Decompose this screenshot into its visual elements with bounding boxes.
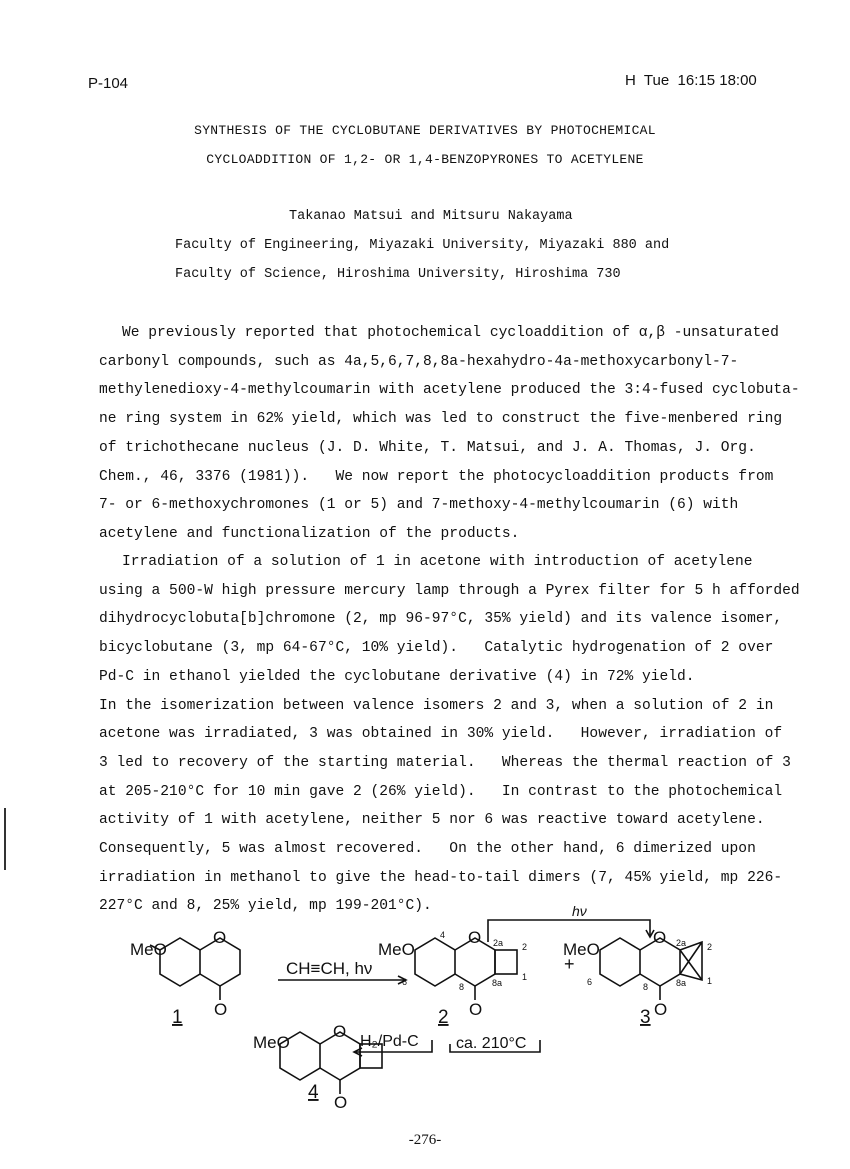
text-line: at 205-210°C for 10 min gave 2 (26% yield). In contrast to the photochemical <box>99 783 783 800</box>
text-line: using a 500-W high pressure mercury lamp through a Pyrex filter for 5 h afforded <box>99 582 800 599</box>
title-line-1: SYNTHESIS OF THE CYCLOBUTANE DERIVATIVES BY PHOTOCHEMICAL <box>194 123 656 138</box>
text-line: 3 led to recovery of the starting material. Whereas the thermal reaction of 3 <box>99 754 791 771</box>
carbonyl-oxygen-4: O <box>334 1093 348 1110</box>
abstract-code: P-104 <box>88 75 129 92</box>
meo-label-1: MeO <box>130 940 167 959</box>
text-line: methylenedioxy-4-methylcoumarin with acetylene produced the 3:4-fused cyclobuta- <box>99 382 800 399</box>
locant: 8 <box>459 982 465 992</box>
text-line: dihydrocyclobuta[b]chromone (2, mp 96-97°C, 35% yield) and its valence isomer, <box>99 611 783 628</box>
carbonyl-oxygen-1: O <box>214 1000 228 1019</box>
compound-number-4: 4 <box>308 1082 319 1103</box>
locant: 2 <box>522 942 528 952</box>
locant: 8 <box>643 982 649 992</box>
authors: Takanao Matsui and Mitsuru Nakayama <box>289 209 573 224</box>
text-line: We previously reported that photochemical cycloaddition of α,β -unsaturated <box>122 325 779 341</box>
text-line: Irradiation of a solution of 1 in acetone with introduction of acetylene <box>122 554 753 570</box>
text-line: Pd-C in ethanol yielded the cyclobutane derivative (4) in 72% yield. <box>99 668 695 685</box>
oxygen-label-2: O <box>468 928 482 947</box>
oxygen-label-4: O <box>333 1022 347 1041</box>
text-line: acetone was irradiated, 3 was obtained in 30% yield. However, irradiation of <box>99 726 783 743</box>
locant: 6 <box>402 977 408 987</box>
text-line: In the isomerization between valence isomers 2 and 3, when a solution of 2 in <box>99 697 774 714</box>
compound-number-1: 1 <box>172 1007 183 1028</box>
text-line: 7- or 6-methoxychromones (1 or 5) and 7-methoxy-4-methylcoumarin (6) with <box>99 497 739 514</box>
page-number: -276- <box>408 1132 442 1148</box>
session-time: H Tue 16:15 18:00 <box>625 72 757 89</box>
locant: 4 <box>440 930 446 940</box>
meo-label-4: MeO <box>253 1033 290 1052</box>
locant: 1 <box>522 972 528 982</box>
text-line: irradiation in methanol to give the head-to-tail dimers (7, 45% yield, mp 226- <box>99 869 783 886</box>
locant: 6 <box>587 977 593 987</box>
locant: 8a <box>676 978 687 988</box>
text-line: Consequently, 5 was almost recovered. On the other hand, 6 dimerized upon <box>99 841 756 857</box>
locant: 2a <box>676 938 687 948</box>
title-line-2: CYCLOADDITION OF 1,2- OR 1,4-BENZOPYRONES TO ACETYLENE <box>206 152 644 167</box>
reagent-thermal: ca. 210°C <box>456 1035 527 1052</box>
plus-sign: + <box>564 954 575 974</box>
benzene-ring-3 <box>600 938 640 986</box>
reagent-hydrogenation: H₂/Pd-C <box>360 1033 419 1050</box>
text-line: 227°C and 8, 25% yield, mp 199-201°C). <box>99 898 432 915</box>
margin-mark <box>4 808 6 870</box>
benzene-ring-2 <box>415 938 455 986</box>
hv-label: hν <box>572 903 587 919</box>
compound-number-2: 2 <box>438 1007 449 1028</box>
locant: 2 <box>707 942 713 952</box>
locant: 1 <box>707 976 713 986</box>
meo-label-3: MeO <box>563 940 600 959</box>
text-line: acetylene and functionalization of the products. <box>99 525 520 542</box>
oxygen-label-1: O <box>213 928 227 947</box>
affiliation-1: Faculty of Engineering, Miyazaki University, Miyazaki 880 and <box>175 238 670 253</box>
text-line: Chem., 46, 3376 (1981)). We now report the photocycloaddition products from <box>99 468 774 485</box>
text-line: activity of 1 with acetylene, neither 5 nor 6 was reactive toward acetylene. <box>99 812 765 829</box>
reaction-scheme <box>120 900 780 1110</box>
oxygen-label-3: O <box>653 928 667 947</box>
photo-arrow <box>488 920 650 942</box>
locant: 8a <box>492 978 503 988</box>
meo-label-2: MeO <box>378 940 415 959</box>
carbonyl-oxygen-3: O <box>654 1000 668 1019</box>
text-line: bicyclobutane (3, mp 64-67°C, 10% yield). Catalytic hydrogenation of 2 over <box>99 640 774 657</box>
affiliation-2: Faculty of Science, Hiroshima University, Hiroshima 730 <box>175 267 621 282</box>
locant: 2a <box>493 938 504 948</box>
carbonyl-oxygen-2: O <box>469 1000 483 1019</box>
cyclobutene-ring <box>495 950 517 974</box>
text-line: of trichothecane nucleus (J. D. White, T. Matsui, and J. A. Thomas, J. Org. <box>99 439 756 456</box>
compound-number-3: 3 <box>640 1007 651 1028</box>
text-line: ne ring system in 62% yield, which was led to construct the five-menbered ring <box>99 411 783 428</box>
reagent-acetylene-hv: CH≡CH, hν <box>286 959 373 978</box>
text-line: carbonyl compounds, such as 4a,5,6,7,8,8a-hexahydro-4a-methoxycarbonyl-7- <box>99 353 739 370</box>
